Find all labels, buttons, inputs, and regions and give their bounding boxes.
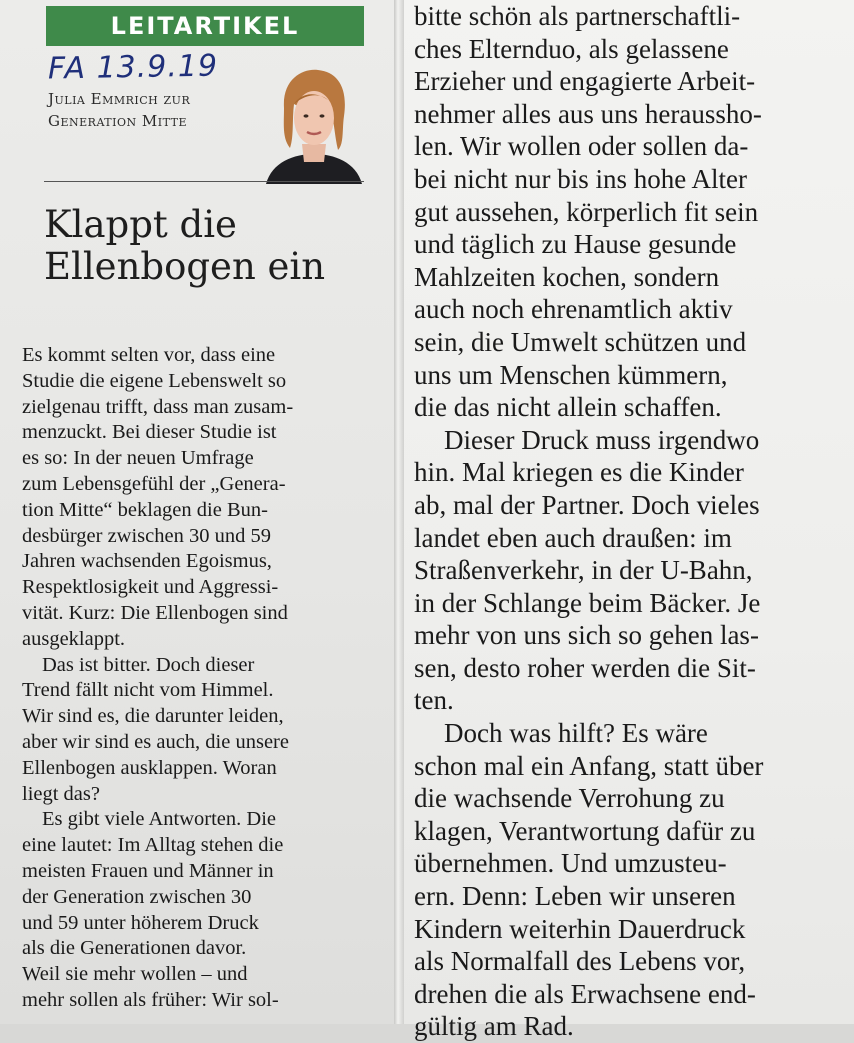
text-line: ab, mal der Partner. Doch vieles bbox=[414, 489, 760, 520]
text-line: Kindern weiterhin Dauerdruck bbox=[414, 913, 746, 944]
text-line: len. Wir wollen oder sollen da- bbox=[414, 131, 749, 162]
text-line: Das ist bitter. Doch dieser bbox=[42, 653, 255, 676]
text-line: in der Schlange beim Bäcker. Je bbox=[414, 587, 761, 618]
text-line: gültig am Rad. bbox=[414, 1011, 574, 1042]
header-divider bbox=[44, 181, 364, 182]
text-line: Trend fällt nicht vom Himmel. bbox=[22, 679, 274, 702]
text-line: bitte schön als partnerschaftli- bbox=[414, 1, 741, 31]
text-line: nehmer alles aus uns heraussho- bbox=[414, 98, 762, 129]
text-line: klagen, Verantwortung dafür zu bbox=[414, 815, 756, 846]
article-column-right bbox=[414, 0, 846, 1043]
text-line: Straßenverkehr, in der U-Bahn, bbox=[414, 555, 753, 586]
text-line: mehr sollen als früher: Wir sol- bbox=[22, 988, 279, 1011]
section-label: LEITARTIKEL bbox=[46, 6, 364, 46]
text-line: schon mal ein Anfang, statt über bbox=[414, 750, 764, 781]
text-line: Erzieher und engagierte Arbeit- bbox=[414, 66, 756, 97]
headline-line: Ellenbogen ein bbox=[44, 245, 326, 288]
text-line: drehen die als Erwachsene end- bbox=[414, 978, 756, 1009]
text-line: vität. Kurz: Die Ellenbogen sind bbox=[22, 601, 288, 624]
text-line: Mahlzeiten kochen, sondern bbox=[414, 261, 720, 292]
text-line: uns um Menschen kümmern, bbox=[414, 359, 728, 390]
text-line: Es kommt selten vor, dass eine bbox=[22, 344, 276, 366]
text-line: der Generation zwischen 30 bbox=[22, 885, 252, 908]
text-line: Respektlosigkeit und Aggressi- bbox=[22, 576, 279, 599]
byline-line: Julia Emmrich zur bbox=[48, 90, 191, 108]
text-line: meisten Frauen und Männer in bbox=[22, 859, 274, 882]
author-portrait bbox=[264, 64, 364, 184]
text-line: desbürger zwischen 30 und 59 bbox=[22, 524, 271, 547]
text-line: ches Elternduo, als gelassene bbox=[414, 33, 729, 64]
text-line: menzuckt. Bei dieser Studie ist bbox=[22, 421, 277, 444]
text-line: zielgenau trifft, dass man zusam- bbox=[22, 395, 294, 418]
article-column-left bbox=[22, 343, 382, 1014]
text-line: die das nicht allein schaffen. bbox=[414, 392, 722, 423]
text-line: auch noch ehrenamtlich aktiv bbox=[414, 294, 733, 325]
text-line: Ellenbogen ausklappen. Woran bbox=[22, 756, 277, 779]
text-line: bei nicht nur bis ins hohe Alter bbox=[414, 163, 747, 194]
text-line: als die Generationen davor. bbox=[22, 937, 247, 960]
text-line: übernehmen. Und umzusteu- bbox=[414, 848, 727, 879]
text-line: eine lautet: Im Alltag stehen die bbox=[22, 834, 284, 857]
text-line: Doch was hilft? Es wäre bbox=[444, 718, 708, 749]
text-line: ten. bbox=[414, 685, 454, 716]
text-line: Studie die eigene Lebenswelt so bbox=[22, 369, 287, 392]
text-line: es so: In der neuen Umfrage bbox=[22, 447, 254, 470]
text-line: aber wir sind es auch, die unsere bbox=[22, 730, 289, 753]
text-line: und 59 unter höherem Druck bbox=[22, 911, 259, 934]
text-line: hin. Mal kriegen es die Kinder bbox=[414, 457, 744, 488]
text-line: Es gibt viele Antworten. Die bbox=[42, 808, 276, 831]
byline-line: Generation Mitte bbox=[48, 112, 187, 130]
text-line: und täglich zu Hause gesunde bbox=[414, 229, 737, 260]
byline bbox=[48, 88, 258, 132]
text-line: zum Lebensgefühl der „Genera- bbox=[22, 472, 286, 495]
text-line: landet eben auch draußen: im bbox=[414, 522, 732, 553]
text-line: als Normalfall des Lebens vor, bbox=[414, 946, 746, 977]
text-line: die wachsende Verrohung zu bbox=[414, 783, 725, 814]
text-line: liegt das? bbox=[22, 782, 100, 805]
text-line: tion Mitte“ beklagen die Bun- bbox=[22, 498, 268, 521]
handwritten-date-note: FA 13.9.19 bbox=[47, 48, 219, 87]
text-line: ausgeklappt. bbox=[22, 627, 126, 650]
headline bbox=[44, 204, 374, 288]
text-line: Wir sind es, die darunter leiden, bbox=[22, 705, 284, 728]
text-line: Dieser Druck muss irgendwo bbox=[444, 424, 760, 455]
text-line: gut aussehen, körperlich fit sein bbox=[414, 196, 759, 227]
page-gutter bbox=[394, 0, 404, 1024]
text-line: mehr von uns sich so gehen las- bbox=[414, 620, 759, 651]
text-line: ern. Denn: Leben wir unseren bbox=[414, 881, 736, 912]
text-line: Weil sie mehr wollen – und bbox=[22, 963, 248, 986]
text-line: sen, desto roher werden die Sit- bbox=[414, 652, 756, 683]
text-line: sein, die Umwelt schützen und bbox=[414, 326, 747, 357]
text-line: Jahren wachsenden Egoismus, bbox=[22, 550, 272, 573]
headline-line: Klappt die bbox=[44, 203, 237, 246]
